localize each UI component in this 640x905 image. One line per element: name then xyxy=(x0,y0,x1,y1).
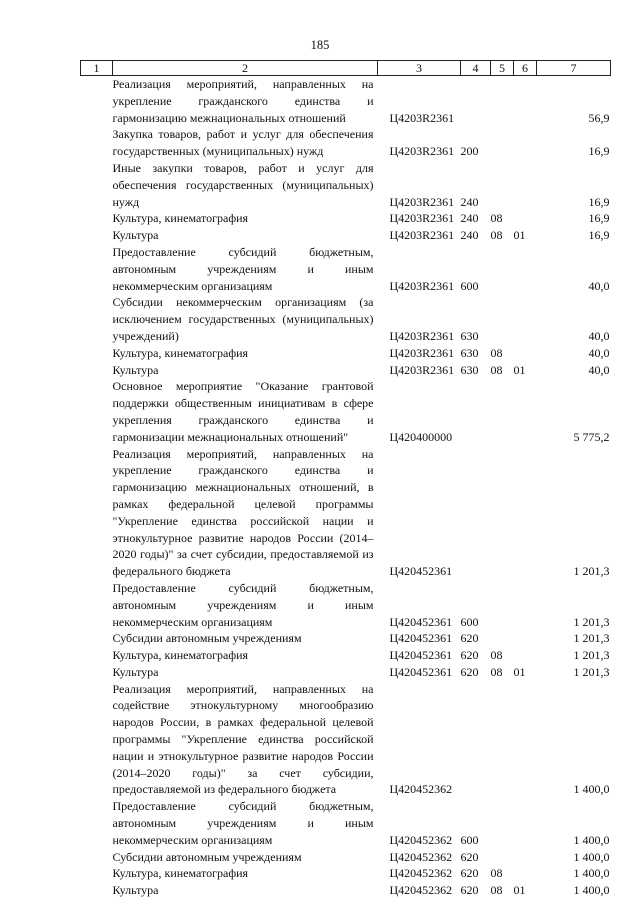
row-expense-type xyxy=(461,76,491,127)
row-amount: 1 201,3 xyxy=(573,564,610,579)
row-amount: 1 400,0 xyxy=(573,883,610,898)
table-row xyxy=(81,76,611,127)
row-subsection xyxy=(514,849,537,866)
row-name: Культура xyxy=(112,228,159,243)
row-section xyxy=(491,76,514,127)
row-expense-type: 240 xyxy=(460,194,479,209)
row-code: Ц420452362 xyxy=(389,832,453,847)
row-name: Субсидии некоммерческим организациям (за исключением государственных (муниципальных) учреждений) xyxy=(112,295,374,343)
row-name: Предоставление субсидий бюджетным, автономным учреждениям и иным некоммерческим организациям xyxy=(112,799,374,847)
row-expense-type: 600 xyxy=(460,614,479,629)
budget-table xyxy=(80,60,611,899)
row-name: Закупка товаров, работ и услуг для обеспечения государственных (муниципальных) нужд xyxy=(112,127,374,159)
table-row xyxy=(81,244,611,294)
row-section xyxy=(491,126,514,160)
row-name: Субсидии автономным учреждениям xyxy=(112,849,302,864)
row-section xyxy=(491,681,514,799)
row-amount: 1 201,3 xyxy=(573,664,610,679)
row-spacer-cell xyxy=(81,849,113,866)
row-spacer-cell xyxy=(81,664,113,681)
table-row xyxy=(81,849,611,866)
row-section xyxy=(491,160,514,210)
row-expense-type: 630 xyxy=(460,328,479,343)
table-row xyxy=(81,798,611,848)
row-amount: 1 400,0 xyxy=(573,832,610,847)
row-name: Основное мероприятие "Оказание грантовой поддержки общественным инициативам в сфере укрепления гражданского единства и гармонизации межнациональных отношений" xyxy=(112,379,374,444)
row-expense-type xyxy=(461,681,491,799)
row-code: Ц420452362 xyxy=(389,883,453,898)
row-expense-type: 600 xyxy=(460,278,479,293)
row-spacer-cell xyxy=(81,882,113,899)
row-name: Субсидии автономным учреждениям xyxy=(112,631,302,646)
row-expense-type: 620 xyxy=(460,866,479,881)
row-expense-type: 620 xyxy=(460,631,479,646)
row-subsection: 01 xyxy=(513,228,526,243)
row-spacer-cell xyxy=(81,681,113,799)
column-header: 4 xyxy=(461,61,491,76)
row-code: Ц4203R2361 xyxy=(389,194,455,209)
row-subsection xyxy=(514,244,537,294)
row-code: Ц4203R2361 xyxy=(389,228,455,243)
row-name: Реализация мероприятий, направленных на укрепление гражданского единства и гармонизацию межнациональных отношений xyxy=(112,77,374,125)
row-subsection xyxy=(514,160,537,210)
page-number: 185 xyxy=(310,38,330,52)
row-amount: 1 400,0 xyxy=(573,866,610,881)
row-code: Ц4203R2361 xyxy=(389,110,455,125)
row-expense-type: 630 xyxy=(460,345,479,360)
row-section xyxy=(491,798,514,848)
row-section: 08 xyxy=(490,883,503,898)
row-spacer-cell xyxy=(81,227,113,244)
row-amount: 1 201,3 xyxy=(573,648,610,663)
row-amount: 5 775,2 xyxy=(573,429,610,444)
row-subsection xyxy=(514,647,537,664)
row-name: Культура, кинематография xyxy=(112,211,249,226)
row-name: Культура xyxy=(112,883,159,898)
row-expense-type: 620 xyxy=(460,648,479,663)
row-code: Ц420452362 xyxy=(389,866,453,881)
row-subsection xyxy=(514,378,537,445)
row-amount: 1 201,3 xyxy=(573,631,610,646)
row-amount: 40,0 xyxy=(588,362,610,377)
row-spacer-cell xyxy=(81,446,113,580)
table-row xyxy=(81,378,611,445)
column-header: 5 xyxy=(491,61,514,76)
row-code: Ц420452362 xyxy=(389,782,453,797)
column-header: 6 xyxy=(514,61,537,76)
row-section xyxy=(491,378,514,445)
row-name: Реализация мероприятий, направленных на укрепление гражданского единства и гармонизацию межнациональных отношений, в рамках федеральной целевой программы "Укрепление единства российской нации и этнокультурное развитие народов России (2014–2020 годы)" за счет субсидии, предоставляемой из федерального бюджета xyxy=(112,446,374,579)
row-name: Предоставление субсидий бюджетным, автономным учреждениям и иным некоммерческим организациям xyxy=(112,244,374,293)
table-row xyxy=(81,865,611,882)
row-amount: 1 400,0 xyxy=(573,849,610,864)
row-subsection xyxy=(514,681,537,799)
row-spacer-cell xyxy=(81,798,113,848)
row-section: 08 xyxy=(490,648,503,663)
table-row xyxy=(81,630,611,647)
row-code: Ц4203R2361 xyxy=(389,278,455,293)
table-row xyxy=(81,580,611,630)
table-row xyxy=(81,160,611,210)
row-amount: 16,9 xyxy=(588,228,610,243)
row-expense-type xyxy=(461,446,491,580)
table-row xyxy=(81,345,611,362)
row-subsection xyxy=(514,76,537,127)
row-spacer-cell xyxy=(81,647,113,664)
row-spacer-cell xyxy=(81,244,113,294)
row-amount: 56,9 xyxy=(588,110,610,125)
column-header: 3 xyxy=(378,61,461,76)
row-section: 08 xyxy=(490,866,503,881)
row-expense-type: 240 xyxy=(460,228,479,243)
column-header: 1 xyxy=(81,61,113,76)
row-code: Ц420452362 xyxy=(389,849,453,864)
row-spacer-cell xyxy=(81,580,113,630)
row-subsection xyxy=(514,580,537,630)
row-expense-type: 630 xyxy=(460,362,479,377)
row-code: Ц4203R2361 xyxy=(389,328,455,343)
row-section: 08 xyxy=(490,228,503,243)
row-amount: 1 400,0 xyxy=(573,782,610,797)
row-expense-type: 620 xyxy=(460,849,479,864)
row-section: 08 xyxy=(490,345,503,360)
row-code: Ц420400000 xyxy=(389,429,453,444)
row-spacer-cell xyxy=(81,160,113,210)
row-spacer-cell xyxy=(81,378,113,445)
row-subsection: 01 xyxy=(513,362,526,377)
column-header: 2 xyxy=(113,61,378,76)
row-name: Иные закупки товаров, работ и услуг для обеспечения государственных (муниципальных) нужд xyxy=(112,160,374,209)
table-row xyxy=(81,446,611,580)
row-spacer-cell xyxy=(81,865,113,882)
row-section xyxy=(491,294,514,344)
table-row xyxy=(81,362,611,379)
row-code: Ц420452361 xyxy=(389,564,453,579)
row-spacer-cell xyxy=(81,345,113,362)
row-expense-type: 620 xyxy=(460,664,479,679)
row-section xyxy=(491,446,514,580)
row-spacer-cell xyxy=(81,630,113,647)
row-amount: 40,0 xyxy=(588,328,610,343)
row-amount: 40,0 xyxy=(588,345,610,360)
row-name: Культура, кинематография xyxy=(112,345,249,360)
row-code: Ц420452361 xyxy=(389,614,453,629)
row-section: 08 xyxy=(490,664,503,679)
table-row xyxy=(81,126,611,160)
row-code: Ц4203R2361 xyxy=(389,144,455,159)
row-spacer-cell xyxy=(81,76,113,127)
row-section: 08 xyxy=(490,211,503,226)
row-expense-type: 600 xyxy=(460,832,479,847)
row-amount: 16,9 xyxy=(588,144,610,159)
row-name: Культура xyxy=(112,362,159,377)
column-header: 7 xyxy=(537,61,611,76)
row-subsection xyxy=(514,446,537,580)
row-section xyxy=(491,630,514,647)
row-spacer-cell xyxy=(81,126,113,160)
row-amount: 16,9 xyxy=(588,211,610,226)
row-section xyxy=(491,580,514,630)
row-code: Ц420452361 xyxy=(389,664,453,679)
row-name: Культура, кинематография xyxy=(112,866,249,881)
row-section: 08 xyxy=(490,362,503,377)
row-spacer-cell xyxy=(81,362,113,379)
row-amount: 40,0 xyxy=(588,278,610,293)
row-subsection: 01 xyxy=(513,883,526,898)
row-subsection xyxy=(514,294,537,344)
row-name: Культура xyxy=(112,664,159,679)
row-spacer-cell xyxy=(81,294,113,344)
row-subsection xyxy=(514,798,537,848)
row-subsection: 01 xyxy=(513,664,526,679)
row-expense-type: 620 xyxy=(460,883,479,898)
row-code: Ц4203R2361 xyxy=(389,211,455,226)
row-subsection xyxy=(514,865,537,882)
row-expense-type: 240 xyxy=(460,211,479,226)
row-subsection xyxy=(514,210,537,227)
row-amount: 1 201,3 xyxy=(573,614,610,629)
table-row xyxy=(81,647,611,664)
table-row xyxy=(81,882,611,899)
table-row xyxy=(81,227,611,244)
row-subsection xyxy=(514,630,537,647)
table-row xyxy=(81,294,611,344)
row-subsection xyxy=(514,345,537,362)
row-name: Культура, кинематография xyxy=(112,648,249,663)
row-code: Ц420452361 xyxy=(389,631,453,646)
table-row xyxy=(81,681,611,799)
table-body xyxy=(81,76,611,900)
row-section xyxy=(491,244,514,294)
row-subsection xyxy=(514,126,537,160)
row-code: Ц4203R2361 xyxy=(389,362,455,377)
row-spacer-cell xyxy=(81,210,113,227)
row-expense-type: 200 xyxy=(460,144,479,159)
row-section xyxy=(491,849,514,866)
row-expense-type xyxy=(461,378,491,445)
column-number-row xyxy=(81,61,611,76)
table-row xyxy=(81,210,611,227)
row-code: Ц4203R2361 xyxy=(389,345,455,360)
row-name: Предоставление субсидий бюджетным, автономным учреждениям и иным некоммерческим организациям xyxy=(112,580,374,629)
table-row xyxy=(81,664,611,681)
row-amount: 16,9 xyxy=(588,194,610,209)
row-code: Ц420452361 xyxy=(389,648,453,663)
row-name: Реализация мероприятий, направленных на содействие этнокультурному многообразию народов России, в рамках федеральной целевой программы "Укрепление единства российской нации и этнокультурное развитие народов России (2014–2020 годы)" за счет субсидии, предоставляемой из федерального бюджета xyxy=(112,681,374,797)
